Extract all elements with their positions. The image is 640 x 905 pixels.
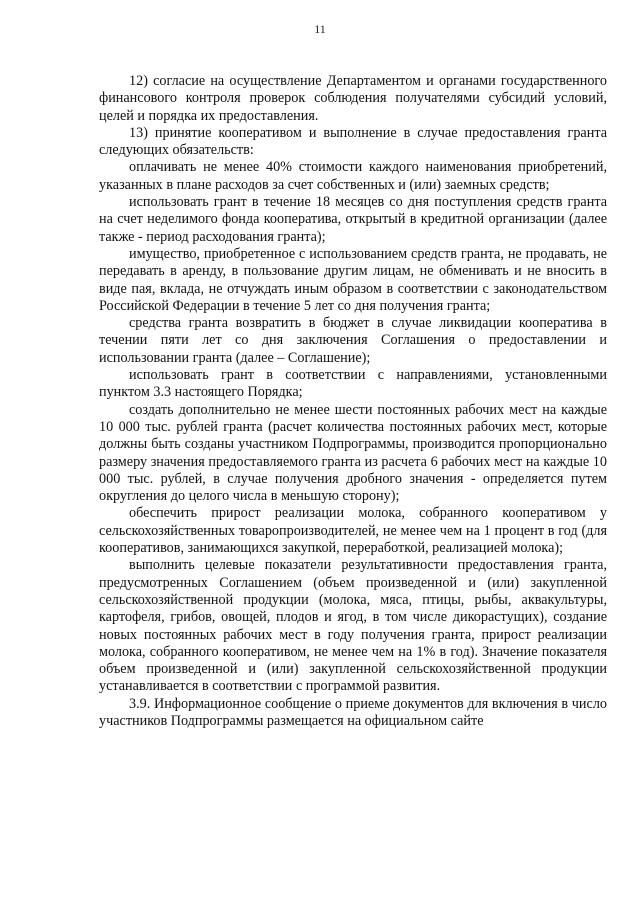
paragraph-new-jobs: создать дополнительно не менее шести постоянных рабочих мест на каждые 10 000 тыс. рублей гранта (расчет количества постоянных рабочих мест, которые должны быть созданы участником Подпрограммы, производится пропорционально размеру значения предоставляемого гранта из расчета 6 рабочих мест на каждые 10 000 тыс. рублей, в случае получения дробного значения - определяется путем округления до целого числа в меньшую сторону); [99, 401, 607, 505]
paragraph-item-12-consent: 12) согласие на осуществление Департаментом и органами государственного финансового контроля проверок соблюдения получателями субсидий условий, целей и порядка их предоставления. [99, 73, 607, 124]
paragraph-section-3-9: 3.9. Информационное сообщение о приеме документов для включения в число участников Подпрограммы размещается на официальном сайте [99, 695, 607, 729]
paragraph-item-13-obligations: 13) принятие кооперативом и выполнение в случае предоставления гранта следующих обязательств: [99, 124, 607, 159]
paragraph-cofinancing-40-percent: оплачивать не менее 40% стоимости каждого наименования приобретений, указанных в плане расходов за счет собственных и (или) заемных средств; [99, 159, 607, 193]
page-number: 11 [314, 22, 326, 36]
paragraph-grant-return: средства гранта возвратить в бюджет в случае ликвидации кооператива в течении пяти лет со дня заключения Соглашения о предоставлении и использовании гранта (далее – Соглашение); [99, 315, 607, 366]
paragraph-grant-directions: использовать грант в соответствии с направлениями, установленными пунктом 3.3 настоящего Порядка; [99, 367, 607, 401]
paragraph-property-restrictions: имущество, приобретенное с использованием средств гранта, не продавать, не передавать в аренду, в пользование другим лицам, не обменивать и не вносить в виде пая, вклада, не отчуждать иным образом в соответствии с законодательством Российской Федерации в течение 5 лет со дня получения гранта; [99, 245, 607, 314]
paragraph-target-indicators: выполнить целевые показатели результативности предоставления гранта, предусмотренных Соглашением (объем произведенной и (или) закупленной сельскохозяйственной продукции (молока, мяса, птицы, рыбы, аквакультуры, картофеля, грибов, овощей, плодов и ягод, в том числе дикорастущих), создание новых постоянных рабочих мест в году получения гранта, прирост реализации молока, собранного кооперативом, не менее чем на 1% в год). Значение показателя объем произведенной и (или) закупленной сельскохозяйственной продукции устанавливается в соответствии с программой развития. [99, 557, 607, 695]
document-body [99, 73, 607, 730]
paragraph-grant-usage-period: использовать грант в течение 18 месяцев со дня поступления средств гранта на счет неделимого фонда кооператива, открытый в кредитной организации (далее также - период расходования гранта); [99, 194, 607, 245]
paragraph-milk-sales-growth: обеспечить прирост реализации молока, собранного кооперативом у сельскохозяйственных товаропроизводителей, не менее чем на 1 процент в год (для кооперативов, занимающихся закупкой, переработкой, реализацией молока); [99, 505, 607, 557]
